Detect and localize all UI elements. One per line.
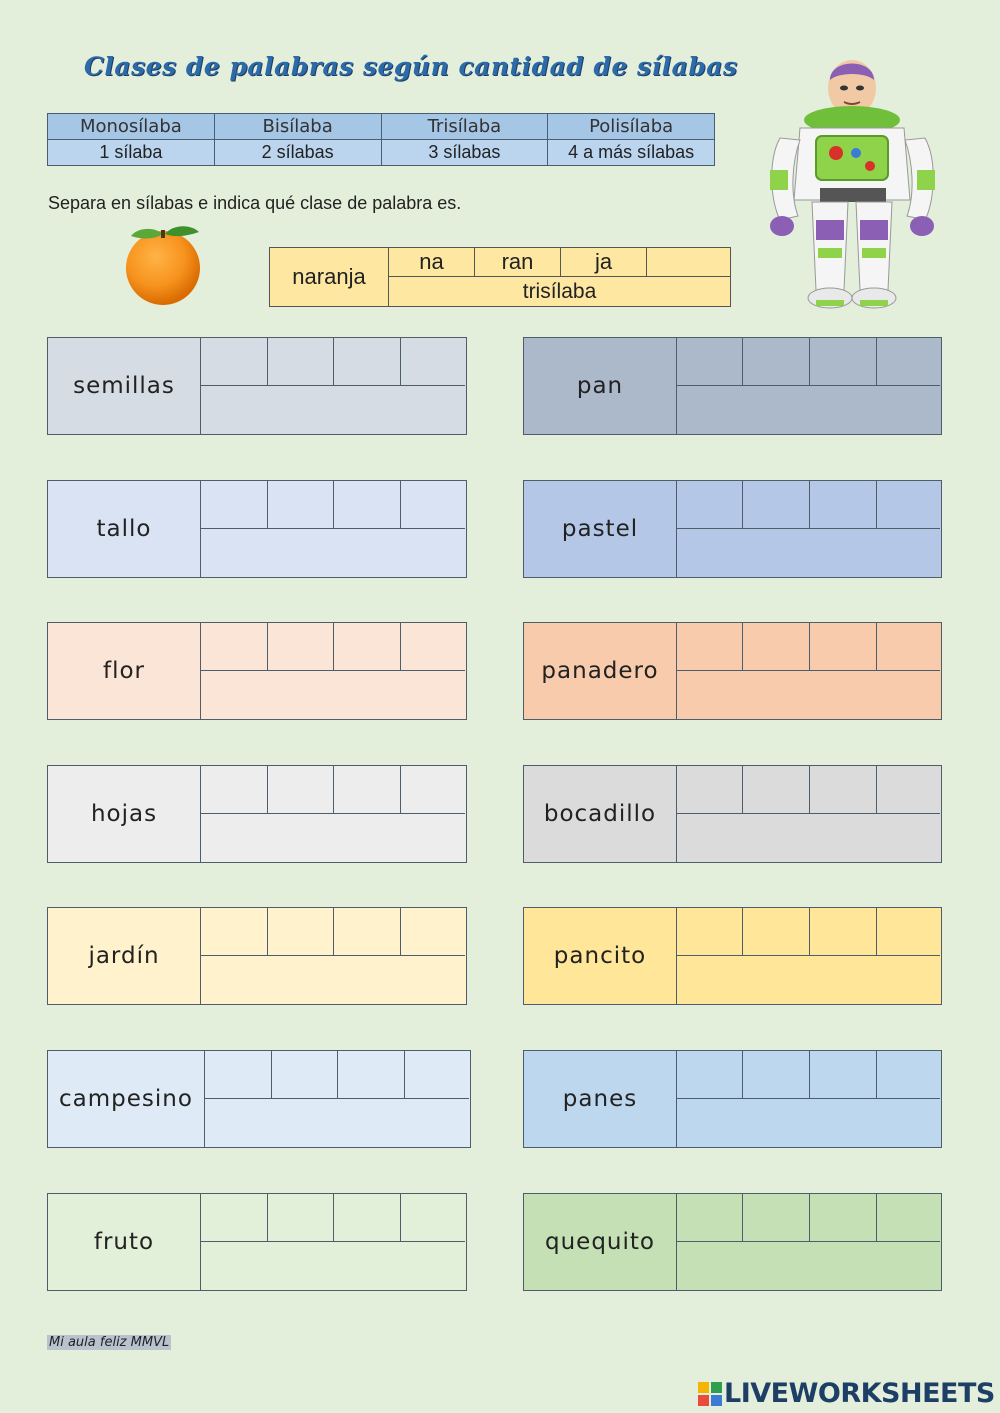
- syllable-input-4[interactable]: [401, 481, 465, 529]
- exercise-word: semillas: [48, 338, 201, 434]
- syllable-input-4[interactable]: [877, 623, 940, 671]
- syllable-input-3[interactable]: [334, 908, 401, 956]
- buzz-lightyear-image: [760, 50, 945, 315]
- syllable-input-4[interactable]: [401, 908, 465, 956]
- class-input[interactable]: [201, 1242, 466, 1290]
- syllable-input-4[interactable]: [877, 1194, 940, 1242]
- example-syllable-1: na: [389, 248, 475, 277]
- syllable-input-3[interactable]: [810, 623, 877, 671]
- exercise-card-tallo: [47, 480, 467, 578]
- syllable-input-4[interactable]: [877, 481, 940, 529]
- syllable-input-3[interactable]: [334, 1194, 401, 1242]
- exercise-card-pastel: [523, 480, 942, 578]
- syllable-input-1[interactable]: [201, 908, 268, 956]
- syllable-input-2[interactable]: [268, 623, 334, 671]
- count-monosilaba: 1 sílaba: [48, 140, 215, 166]
- example-word: naranja: [270, 248, 389, 306]
- syllable-input-2[interactable]: [743, 1194, 810, 1242]
- syllable-input-3[interactable]: [810, 1194, 877, 1242]
- class-input[interactable]: [677, 386, 941, 434]
- class-input[interactable]: [677, 1099, 941, 1147]
- syllable-input-3[interactable]: [810, 766, 877, 814]
- exercise-word: jardín: [48, 908, 201, 1004]
- exercise-word: pan: [524, 338, 677, 434]
- exercise-word: fruto: [48, 1194, 201, 1290]
- syllable-input-2[interactable]: [272, 1051, 338, 1099]
- exercise-word: tallo: [48, 481, 201, 577]
- instruction-text: Separa en sílabas e indica qué clase de palabra es.: [48, 193, 462, 213]
- exercise-card-panes: [523, 1050, 942, 1148]
- syllable-input-2[interactable]: [743, 908, 810, 956]
- class-input[interactable]: [201, 386, 466, 434]
- syllable-input-3[interactable]: [334, 338, 401, 386]
- syllable-input-2[interactable]: [743, 338, 810, 386]
- syllable-input-4[interactable]: [401, 623, 465, 671]
- exercise-word: bocadillo: [524, 766, 677, 862]
- syllable-input-4[interactable]: [401, 338, 465, 386]
- syllable-input-1[interactable]: [201, 1194, 268, 1242]
- exercise-card-campesino: [47, 1050, 471, 1148]
- syllable-input-3[interactable]: [810, 1051, 877, 1099]
- example-syllable-4: [647, 248, 730, 277]
- class-input[interactable]: [201, 671, 466, 719]
- syllable-input-4[interactable]: [401, 766, 465, 814]
- syllable-input-4[interactable]: [877, 338, 940, 386]
- syllable-input-3[interactable]: [334, 766, 401, 814]
- example-box: [269, 247, 731, 307]
- class-input[interactable]: [205, 1099, 470, 1147]
- syllable-class-table: [47, 113, 715, 166]
- liveworksheets-text: LIVEWORKSHEETS: [724, 1378, 995, 1409]
- exercise-card-hojas: [47, 765, 467, 863]
- syllable-input-2[interactable]: [743, 481, 810, 529]
- syllable-input-3[interactable]: [810, 481, 877, 529]
- count-bisilaba: 2 sílabas: [214, 140, 381, 166]
- header-trisilaba: Trisílaba: [381, 114, 548, 140]
- exercise-word: flor: [48, 623, 201, 719]
- syllable-input-1[interactable]: [677, 623, 743, 671]
- syllable-input-1[interactable]: [677, 481, 743, 529]
- class-input[interactable]: [677, 529, 941, 577]
- syllable-input-4[interactable]: [877, 766, 940, 814]
- author-credit: Mi aula feliz MMVL: [49, 1335, 170, 1350]
- count-trisilaba: 3 sílabas: [381, 140, 548, 166]
- exercise-card-panadero: [523, 622, 942, 720]
- syllable-input-2[interactable]: [268, 338, 334, 386]
- liveworksheets-logo: [698, 1378, 995, 1409]
- syllable-input-3[interactable]: [334, 623, 401, 671]
- exercise-card-pan: [523, 337, 942, 435]
- exercise-card-pancito: [523, 907, 942, 1005]
- syllable-input-1[interactable]: [201, 766, 268, 814]
- class-input[interactable]: [201, 529, 466, 577]
- exercise-word: panadero: [524, 623, 677, 719]
- syllable-input-4[interactable]: [405, 1051, 469, 1099]
- syllable-input-1[interactable]: [201, 481, 268, 529]
- syllable-input-2[interactable]: [743, 1051, 810, 1099]
- worksheet-title: Clases de palabras según cantidad de sílabas: [84, 52, 738, 81]
- exercise-word: campesino: [48, 1051, 205, 1147]
- syllable-input-1[interactable]: [201, 338, 268, 386]
- syllable-input-2[interactable]: [268, 1194, 334, 1242]
- header-polisilaba: Polisílaba: [548, 114, 715, 140]
- exercise-card-quequito: [523, 1193, 942, 1291]
- syllable-input-2[interactable]: [743, 766, 810, 814]
- class-input[interactable]: [677, 1242, 941, 1290]
- exercise-word: hojas: [48, 766, 201, 862]
- syllable-input-1[interactable]: [677, 766, 743, 814]
- header-monosilaba: Monosílaba: [48, 114, 215, 140]
- exercise-card-flor: [47, 622, 467, 720]
- syllable-input-3[interactable]: [334, 481, 401, 529]
- example-class: trisílaba: [522, 279, 597, 303]
- syllable-input-3[interactable]: [810, 908, 877, 956]
- syllable-input-2[interactable]: [268, 908, 334, 956]
- syllable-input-1[interactable]: [677, 908, 743, 956]
- syllable-input-4[interactable]: [877, 1051, 940, 1099]
- exercise-word: pancito: [524, 908, 677, 1004]
- class-input[interactable]: [201, 814, 466, 862]
- class-input[interactable]: [677, 814, 941, 862]
- count-polisilaba: 4 a más sílabas: [548, 140, 715, 166]
- syllable-input-1[interactable]: [205, 1051, 272, 1099]
- syllable-input-2[interactable]: [268, 766, 334, 814]
- example-syllable-3: ja: [561, 248, 647, 277]
- exercise-card-semillas: [47, 337, 467, 435]
- syllable-input-1[interactable]: [677, 338, 743, 386]
- syllable-input-3[interactable]: [810, 338, 877, 386]
- class-input[interactable]: [677, 671, 941, 719]
- header-bisilaba: Bisílaba: [214, 114, 381, 140]
- syllable-input-2[interactable]: [268, 481, 334, 529]
- syllable-input-1[interactable]: [677, 1051, 743, 1099]
- syllable-input-1[interactable]: [677, 1194, 743, 1242]
- exercise-word: quequito: [524, 1194, 677, 1290]
- exercise-word: pastel: [524, 481, 677, 577]
- syllable-input-2[interactable]: [743, 623, 810, 671]
- syllable-input-1[interactable]: [201, 623, 268, 671]
- syllable-input-3[interactable]: [338, 1051, 405, 1099]
- exercise-word: panes: [524, 1051, 677, 1147]
- exercise-card-jardin: [47, 907, 467, 1005]
- orange-image: [113, 222, 208, 307]
- example-syllable-2: ran: [475, 248, 561, 277]
- liveworksheets-icon: [698, 1382, 722, 1406]
- exercise-card-fruto: [47, 1193, 467, 1291]
- class-input[interactable]: [677, 956, 941, 1004]
- syllable-input-4[interactable]: [401, 1194, 465, 1242]
- syllable-input-4[interactable]: [877, 908, 940, 956]
- class-input[interactable]: [201, 956, 466, 1004]
- exercise-card-bocadillo: [523, 765, 942, 863]
